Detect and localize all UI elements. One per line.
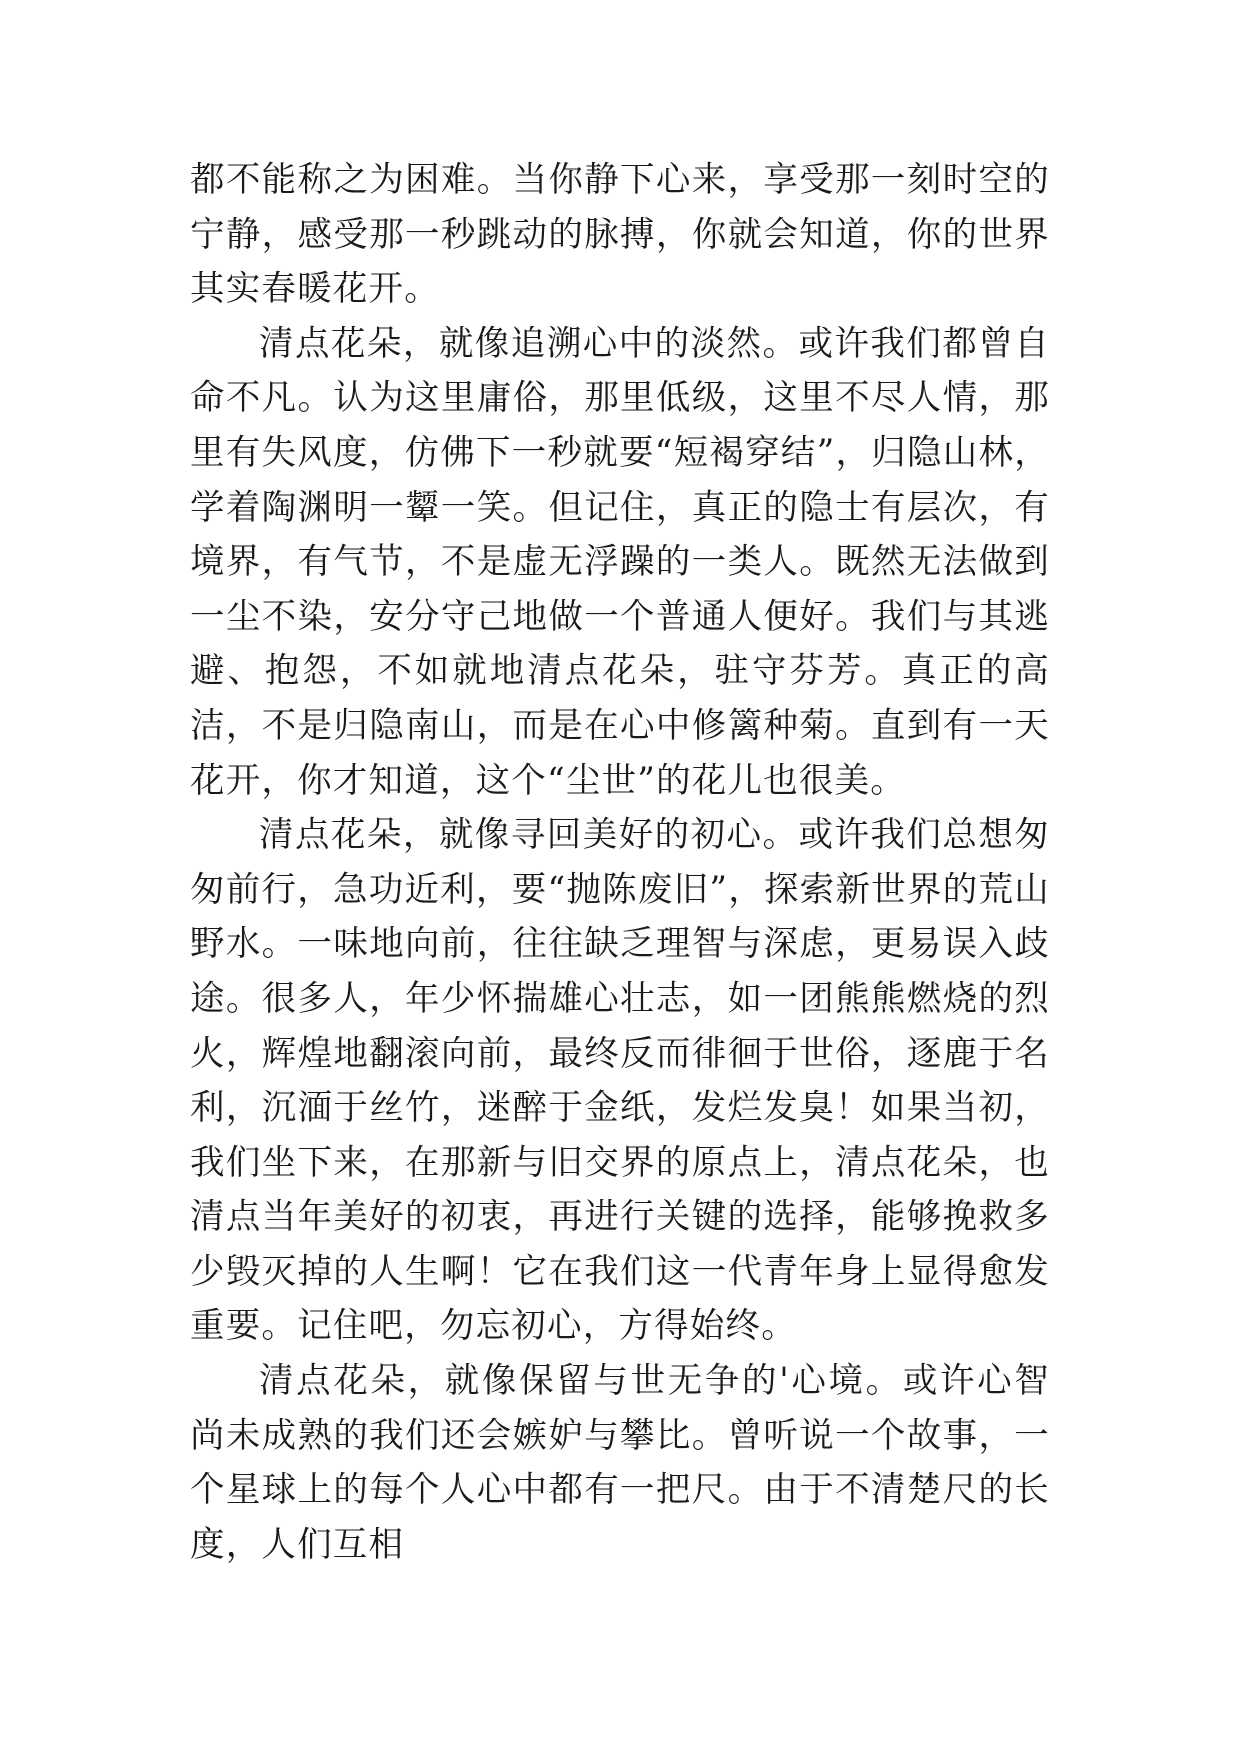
paragraph-4: 清点花朵，就像保留与世无争的'心境。或许心智尚未成熟的我们还会嫉妒与攀比。曾听说一个故事，一个星球上的每个人心中都有一把尺。由于不清楚尺的长度，人们互相 — [190, 1361, 1050, 1565]
paragraph-1: 都不能称之为困难。当你静下心来，享受那一刻时空的宁静，感受那一秒跳动的脉搏，你就会知道，你的世界其实春暖花开。 — [190, 160, 1050, 310]
body-text — [190, 153, 1050, 1572]
paragraph-2: 清点花朵，就像追溯心中的淡然。或许我们都曾自命不凡。认为这里庸俗，那里低级，这里不尽人情，那里有失风度，仿佛下一秒就要“短褐穿结”，归隐山林，学着陶渊明一颦一笑。但记住，真正的隐士有层次，有境界，有气节，不是虚无浮躁的一类人。既然无法做到一尘不染，安分守己地做一个普通人便好。我们与其逃避、抱怨，不如就地清点花朵，驻守芬芳。真正的高洁，不是归隐南山，而是在心中修篱种菊。直到有一天花开，你才知道，这个“尘世”的花儿也很美。 — [190, 323, 1050, 801]
paragraph-3: 清点花朵，就像寻回美好的初心。或许我们总想匆匆前行，急功近利，要“抛陈废旧”，探索新世界的荒山野水。一味地向前，往往缺乏理智与深虑，更易误入歧途。很多人，年少怀揣雄心壮志，如一团熊熊燃烧的烈火，辉煌地翻滚向前，最终反而徘徊于世俗，逐鹿于名利，沉湎于丝竹，迷醉于金纸，发烂发臭！如果当初，我们坐下来，在那新与旧交界的原点上，清点花朵，也清点当年美好的初衷，再进行关键的选择，能够挽救多少毁灭掉的人生啊！它在我们这一代青年身上显得愈发重要。记住吧，勿忘初心，方得始终。 — [190, 815, 1050, 1347]
